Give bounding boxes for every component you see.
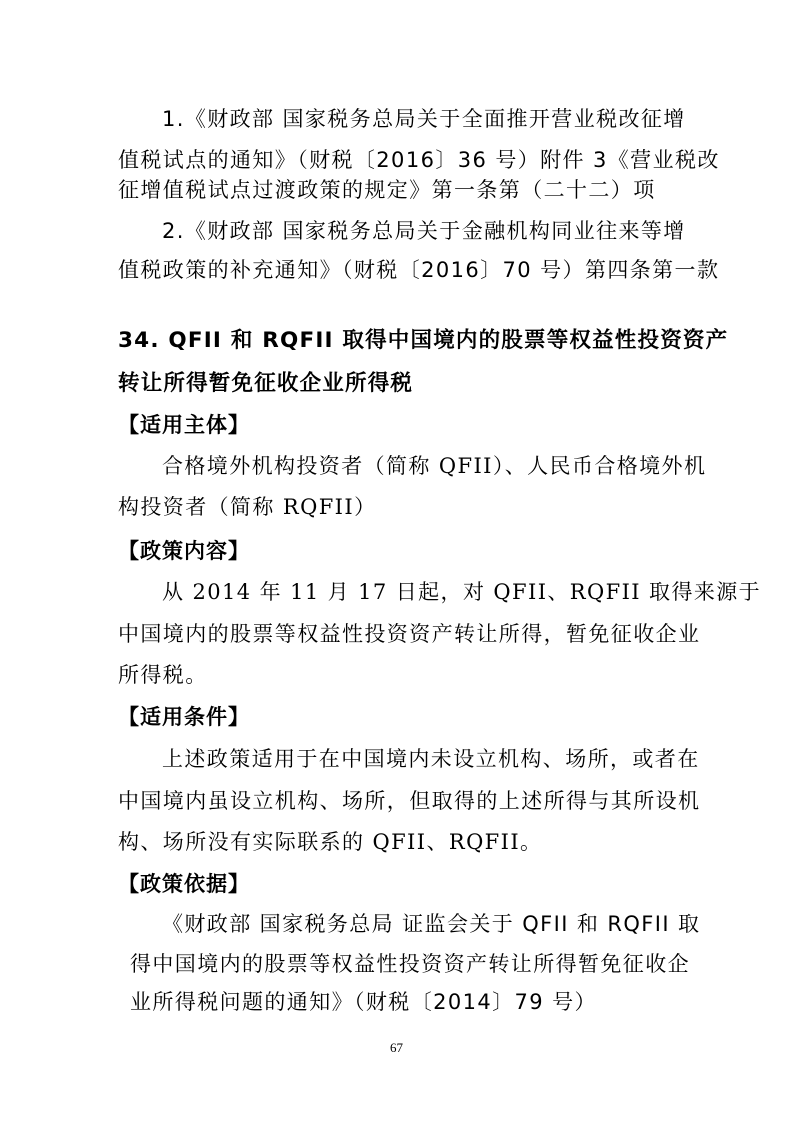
basis-heading: 【政策依据】 (118, 872, 250, 896)
basis-line-3: 业所得税问题的通知》（财税〔2014〕79 号） (130, 990, 597, 1014)
policy-title-line-2: 转让所得暂免征收企业所得税 (118, 371, 414, 396)
content-line-1: 从 2014 年 11 月 17 日起，对 QFII、RQFII 取得来源于 (162, 580, 762, 604)
basis-item-1-line-2: 值税试点的通知》（财税〔2016〕36 号）附件 3《营业税改 (118, 148, 720, 172)
basis-line-1: 《财政部 国家税务总局 证监会关于 QFII 和 RQFII 取 (162, 912, 701, 936)
content-line-2: 中国境内的股票等权益性投资资产转让所得，暂免征收企业 (118, 622, 701, 646)
subject-line-1: 合格境外机构投资者（简称 QFII）、人民币合格境外机 (162, 454, 707, 478)
conditions-line-1: 上述政策适用于在中国境内未设立机构、场所，或者在 (162, 747, 700, 771)
content-line-3: 所得税。 (118, 663, 208, 687)
basis-item-2-line-2: 值税政策的补充通知》（财税〔2016〕70 号）第四条第一款 (118, 258, 720, 282)
conditions-heading: 【适用条件】 (118, 705, 250, 729)
basis-item-2-line-1: 2.《财政部 国家税务总局关于金融机构同业往来等增 (162, 219, 686, 243)
conditions-line-3: 构、场所没有实际联系的 QFII、RQFII。 (118, 830, 543, 854)
basis-line-2: 得中国境内的股票等权益性投资资产转让所得暂免征收企 (130, 952, 690, 976)
conditions-line-2: 中国境内虽设立机构、场所，但取得的上述所得与其所设机 (118, 789, 701, 813)
subject-line-2: 构投资者（简称 RQFII） (118, 495, 377, 519)
subject-heading: 【适用主体】 (118, 413, 250, 437)
page-number: 67 (390, 1040, 403, 1055)
basis-item-1-line-3: 征增值税试点过渡政策的规定》第一条第（二十二）项 (118, 178, 656, 202)
policy-title-line-1: 34. QFII 和 RQFII 取得中国境内的股票等权益性投资资产 (118, 328, 729, 353)
basis-item-1-line-1: 1.《财政部 国家税务总局关于全面推开营业税改征增 (162, 107, 686, 131)
content-heading: 【政策内容】 (118, 539, 250, 563)
